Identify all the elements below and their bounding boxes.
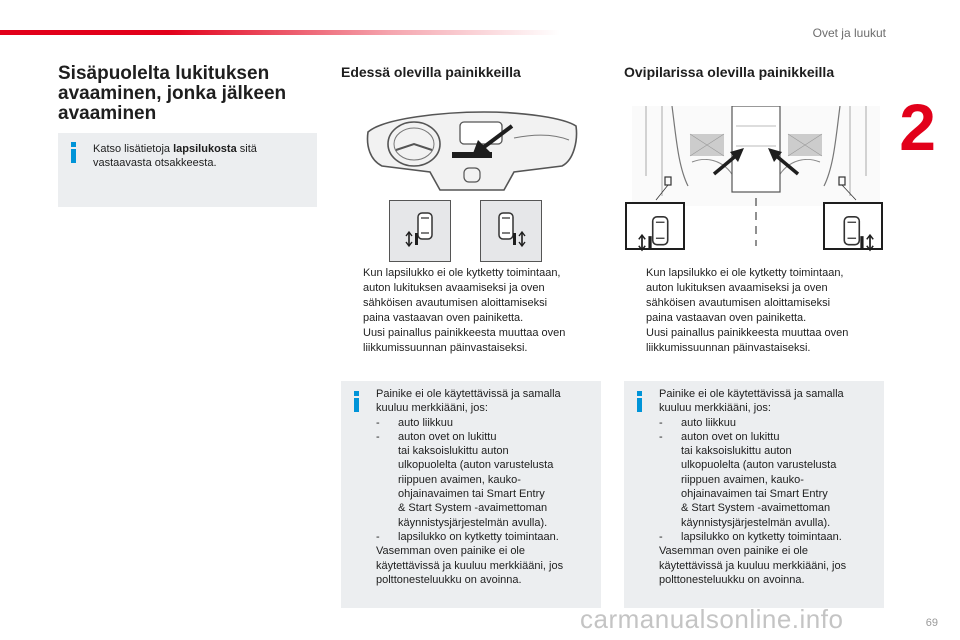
- info-text-line: Katso lisätietoja lapsilukosta sitä: [93, 143, 257, 155]
- note-item: - auton ovet on lukittu: [659, 430, 780, 443]
- info-icon: [71, 142, 76, 164]
- info-box-see-also: [58, 133, 317, 207]
- list-item: [624, 326, 884, 356]
- note-line: riippuen avaimen, kauko-: [398, 473, 521, 486]
- info-icon: [637, 391, 642, 413]
- note-line: tai kaksoislukittu auton: [398, 445, 509, 458]
- section-heading: [58, 64, 308, 124]
- pillar-buttons-instructions: [624, 266, 884, 356]
- front-buttons-heading: Edessä olevilla painikkeilla: [341, 64, 521, 80]
- note-line: kuuluu merkkiääni, jos:: [659, 402, 771, 415]
- list-item: [341, 326, 601, 356]
- note-line: käytettävissä ja kuuluu merkkiääni, jos: [376, 559, 564, 572]
- text-line: sähköisen avautumisen aloittamiseksi: [363, 297, 548, 309]
- page-number: 69: [925, 617, 938, 629]
- note-line: & Start System -avaimettoman: [681, 502, 831, 515]
- pillar-buttons-heading: Ovipilarissa olevilla painikkeilla: [624, 64, 835, 80]
- text-line: auton lukituksen avaamiseksi ja oven: [363, 282, 545, 294]
- note-item: - lapsilukko on kytketty toimintaan.: [659, 530, 842, 543]
- note-line: Vasemman oven painike ei ole: [376, 545, 525, 558]
- pillar-button-right: [823, 202, 883, 250]
- text-line: sähköisen avautumisen aloittamiseksi: [646, 297, 831, 309]
- chapter-title: Ovet ja luukut: [812, 26, 886, 40]
- note-line: riippuen avaimen, kauko-: [681, 473, 804, 486]
- note-line: käytettävissä ja kuuluu merkkiääni, jos: [659, 559, 847, 572]
- note-line: ulkopuolelta (auton varustelusta: [398, 459, 554, 472]
- note-item: - auto liikkuu: [376, 416, 454, 429]
- note-line: kuuluu merkkiääni, jos:: [376, 402, 488, 415]
- note-line: käynnistysjärjestelmän avulla).: [398, 516, 548, 529]
- note-line: Painike ei ole käytettävissä ja samalla: [376, 388, 561, 400]
- header-accent-bar: [0, 30, 560, 35]
- text-line: paina vastaavan oven painiketta.: [363, 312, 524, 324]
- note-line: Vasemman oven painike ei ole: [659, 545, 808, 558]
- section-heading-line: avaaminen, jonka jälkeen: [58, 83, 287, 104]
- chapter-number: 2: [899, 90, 936, 164]
- list-item: [341, 266, 601, 326]
- note-item: - auto liikkuu: [659, 416, 737, 429]
- note-line: ulkopuolelta (auton varustelusta: [681, 459, 837, 472]
- section-heading-line: avaaminen: [58, 103, 157, 124]
- watermark: carmanualsonline.info: [580, 604, 844, 634]
- note-item: - lapsilukko on kytketty toimintaan.: [376, 530, 559, 543]
- info-link-term: lapsilukosta: [173, 143, 237, 155]
- note-line: tai kaksoislukittu auton: [681, 445, 792, 458]
- text-line: liikkumissuunnan päinvastaiseksi.: [363, 342, 528, 354]
- door-button-right: [480, 200, 542, 262]
- text-line: auton lukituksen avaamiseksi ja oven: [646, 282, 828, 294]
- text-line: Uusi painallus painikkeesta muuttaa oven: [646, 327, 849, 339]
- text-line: Uusi painallus painikkeesta muuttaa oven: [363, 327, 566, 339]
- text-line: liikkumissuunnan päinvastaiseksi.: [646, 342, 811, 354]
- note-line: polttonesteluukku on avoinna.: [376, 573, 522, 586]
- note-line: & Start System -avaimettoman: [398, 502, 548, 515]
- section-heading-line: Sisäpuolelta lukituksen: [58, 63, 270, 84]
- note-line: Painike ei ole käytettävissä ja samalla: [659, 388, 844, 400]
- note-line: ohjainavaimen tai Smart Entry: [681, 488, 828, 501]
- text-line: Kun lapsilukko ei ole kytketty toimintaan,: [363, 267, 561, 279]
- front-buttons-instructions: [341, 266, 601, 356]
- note-line: polttonesteluukku on avoinna.: [659, 573, 805, 586]
- note-item: - auton ovet on lukittu: [376, 430, 497, 443]
- note-box-front: [341, 381, 601, 608]
- dashboard-illustration: [364, 110, 580, 196]
- pillar-button-left: [625, 202, 685, 250]
- info-icon: [354, 391, 359, 413]
- list-item: [624, 266, 884, 326]
- info-text-line: vastaavasta otsakkeesta.: [93, 157, 217, 170]
- note-line: käynnistysjärjestelmän avulla).: [681, 516, 831, 529]
- text-line: Kun lapsilukko ei ole kytketty toimintaan,: [646, 267, 844, 279]
- note-box-pillar: [624, 381, 884, 608]
- door-button-left: [389, 200, 451, 262]
- text-line: paina vastaavan oven painiketta.: [646, 312, 807, 324]
- note-line: ohjainavaimen tai Smart Entry: [398, 488, 545, 501]
